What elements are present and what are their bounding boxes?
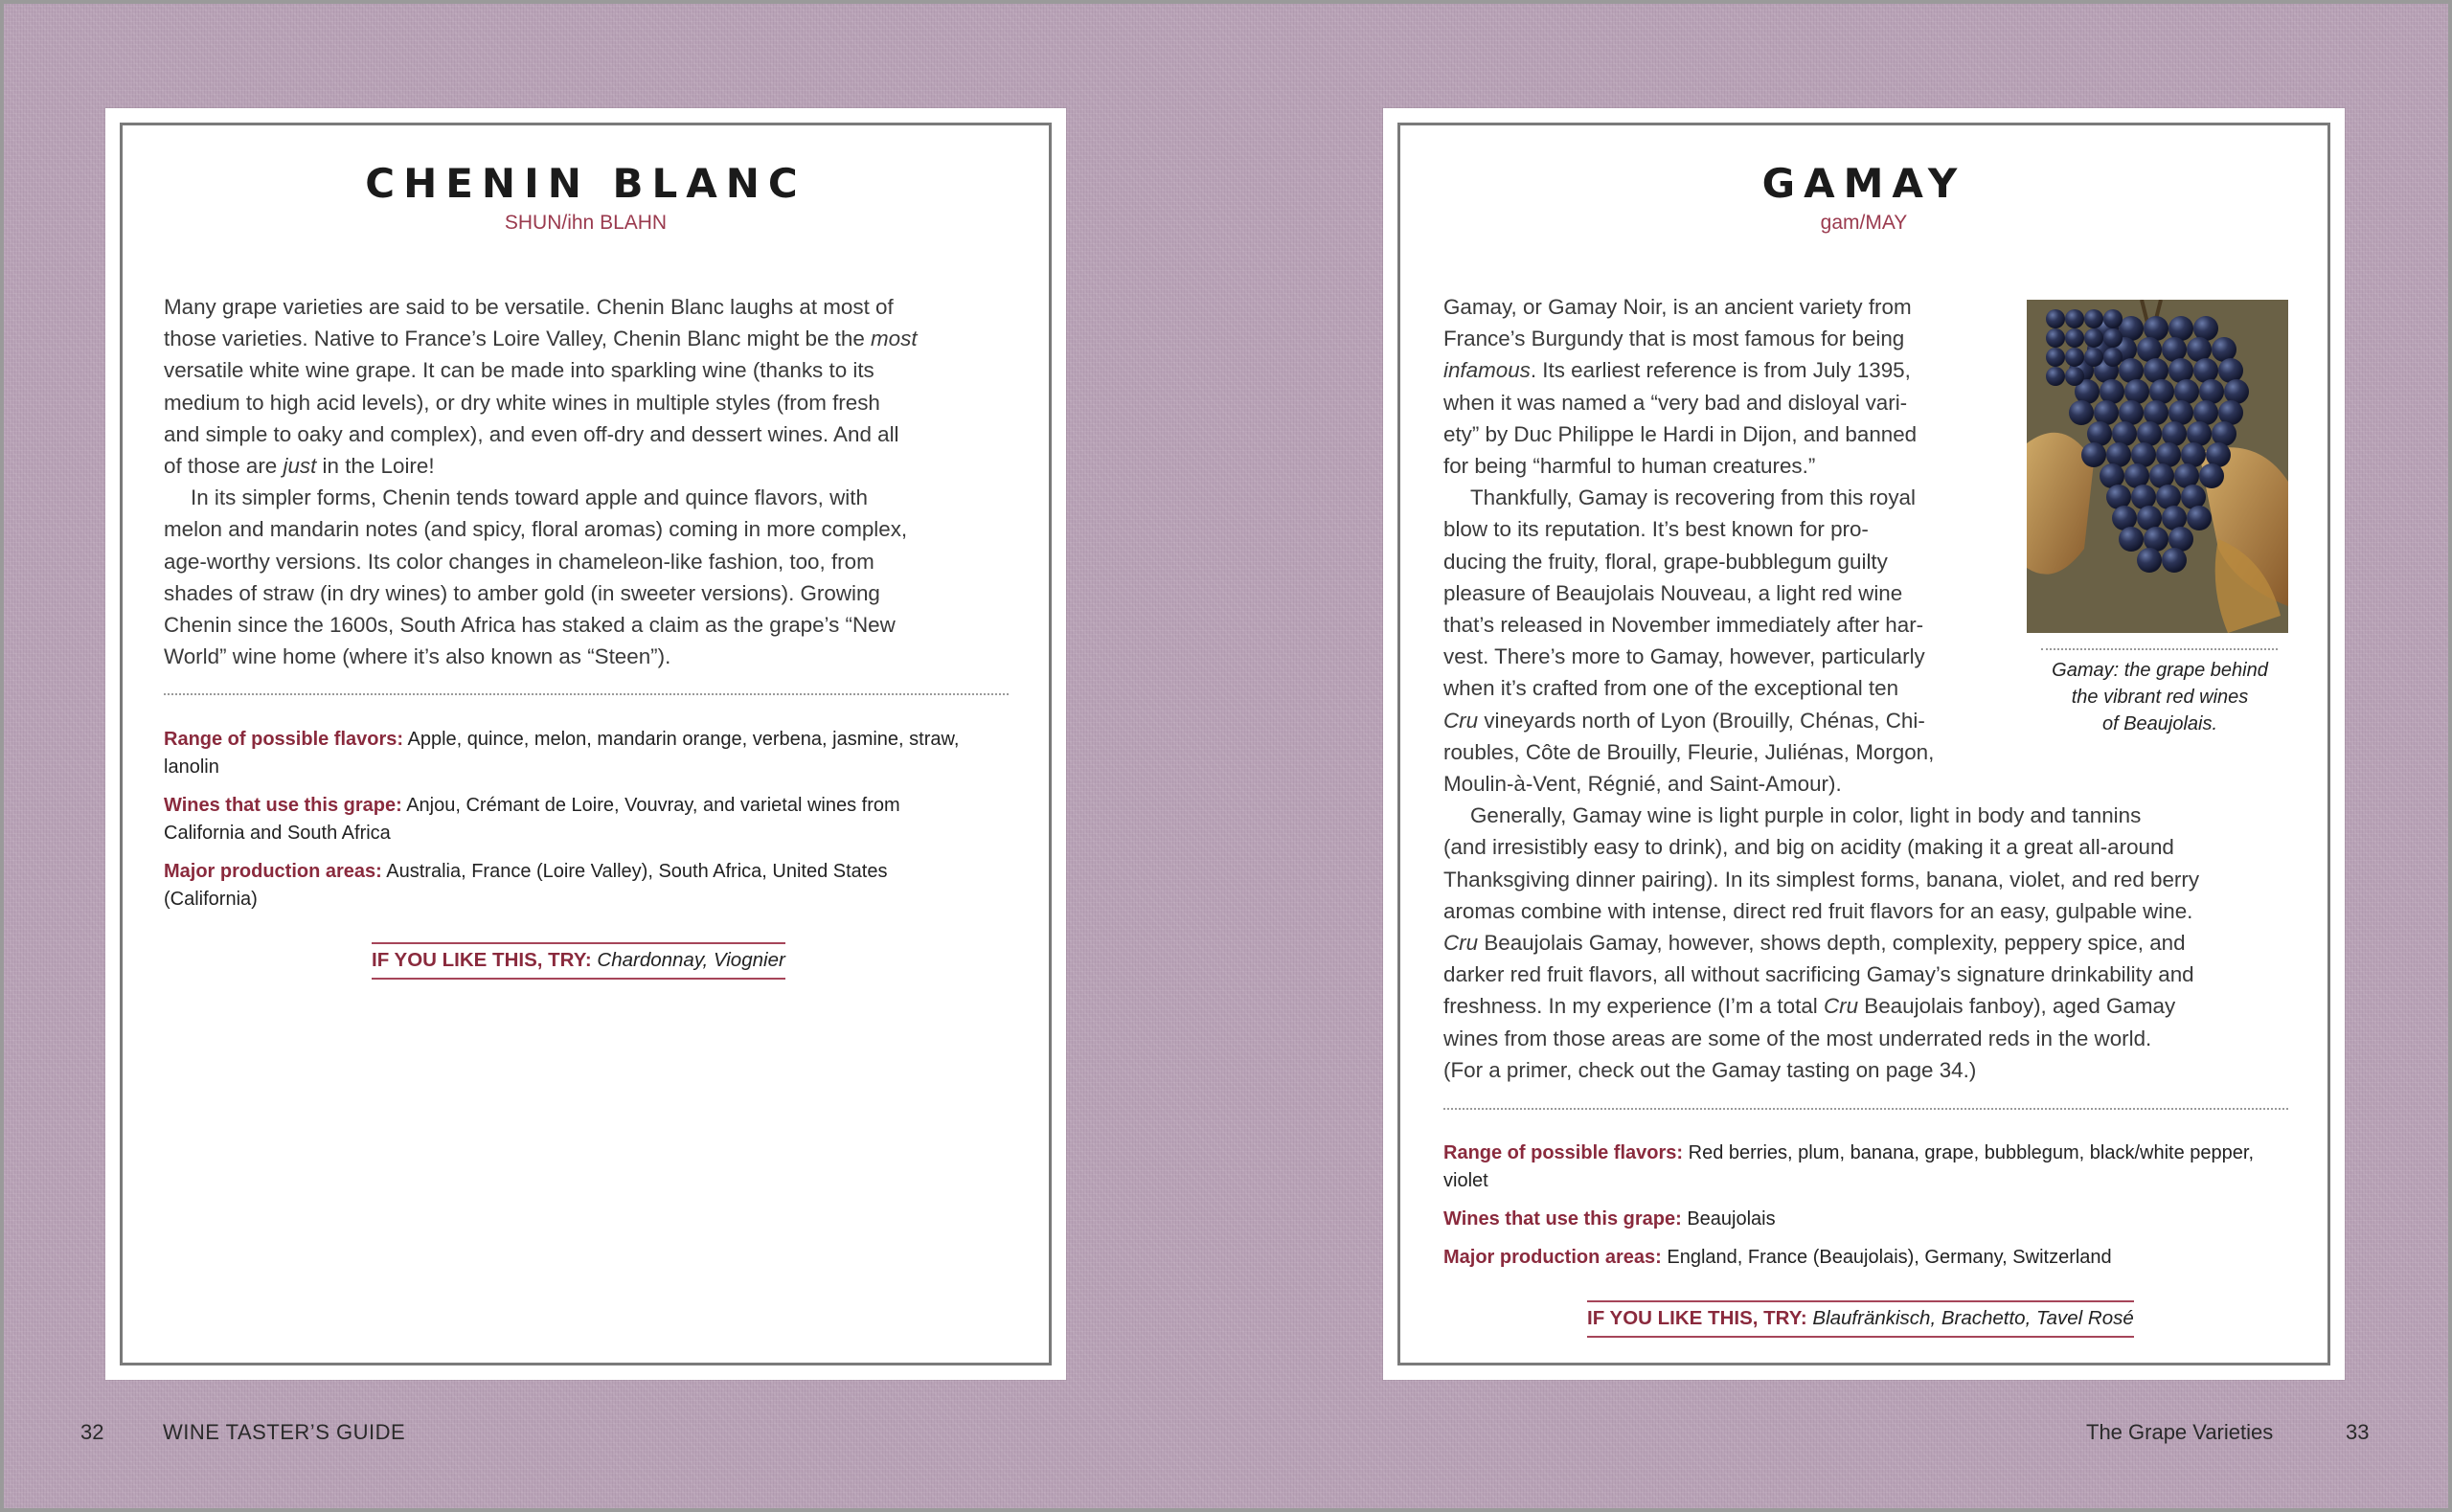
page-title-gamay: GAMAY	[1761, 160, 1966, 207]
grape-facts-chenin-blanc	[164, 726, 978, 924]
grape-berry	[2119, 358, 2144, 383]
body-line: Gamay, or Gamay Noir, is an ancient variety from	[1443, 295, 1912, 319]
grape-berry	[2162, 548, 2187, 573]
body-line: of those are just in the Loire!	[164, 454, 435, 479]
grape-berry	[2112, 421, 2137, 446]
grape-berry	[2168, 316, 2193, 341]
grape-berry	[2046, 367, 2065, 386]
body-line: Many grape varieties are said to be versatile. Chenin Blanc laughs at most of	[164, 295, 894, 319]
body-line: those varieties. Native to France’s Loire Valley, Chenin Blanc might be the most	[164, 327, 918, 351]
grape-berry	[2131, 485, 2156, 509]
body-line: shades of straw (in dry wines) to amber gold (in sweeter versions). Growing	[164, 580, 880, 605]
grape-berry	[2174, 379, 2199, 404]
grape-berry	[2162, 337, 2187, 362]
flavors-value: Red berries, plum, banana, grape, bubblegum, black/white pepper, violet	[1443, 1142, 2254, 1191]
grape-berry	[2149, 379, 2174, 404]
grape-berry	[2124, 379, 2149, 404]
section-divider	[164, 693, 1009, 695]
pronunciation-chenin-blanc: SHUN/ihn BLAHN	[504, 212, 668, 234]
grape-berry	[2103, 348, 2123, 367]
grape-berry	[2187, 506, 2212, 530]
body-line: age-worthy versions. Its color changes in chameleon-like fashion, too, from	[164, 549, 874, 574]
body-line: ety” by Duc Philippe le Hardi in Dijon, and banned	[1443, 421, 1918, 446]
body-line: Moulin-à-Vent, Régnié, and Saint-Amour).	[1443, 772, 1842, 797]
body-line: (and irresistibly easy to drink), and big on acidity (making it a great all-around	[1443, 835, 2174, 860]
grape-berry	[2137, 421, 2162, 446]
try-also-gamay	[1587, 1300, 2134, 1338]
emphasis: Cru	[1823, 994, 1859, 1019]
emphasis: just	[283, 454, 317, 479]
grape-berry	[2144, 316, 2168, 341]
grape-berry	[2069, 400, 2094, 425]
try-also-chenin-blanc	[372, 942, 785, 980]
grape-berry	[2100, 463, 2124, 488]
try-label: IF YOU LIKE THIS, TRY:	[372, 949, 592, 971]
body-line: Cru Beaujolais Gamay, however, shows depth, complexity, peppery spice, and	[1443, 931, 2186, 956]
grape-berry	[2181, 485, 2206, 509]
emphasis: most	[871, 327, 918, 351]
grape-berry	[2046, 328, 2065, 348]
areas-row	[1443, 1244, 2267, 1272]
grape-berry	[2212, 337, 2236, 362]
caption-line: Gamay: the grape behind	[2052, 660, 2268, 681]
grape-berry	[2106, 442, 2131, 467]
grape-berry	[2046, 348, 2065, 367]
grape-berry	[2103, 309, 2123, 328]
grape-berry	[2187, 421, 2212, 446]
grape-berry	[2046, 309, 2065, 328]
flavors-label: Range of possible flavors:	[1443, 1142, 1684, 1163]
grape-berry	[2112, 506, 2137, 530]
grape-facts-gamay	[1443, 1140, 2267, 1282]
body-line: freshness. In my experience (I’m a total Cru Beaujolais fanboy), aged Gamay	[1443, 994, 2176, 1019]
body-line: when it’s crafted from one of the exceptional ten	[1443, 676, 1899, 701]
emphasis: infamous	[1443, 358, 1531, 383]
body-text-chenin-blanc	[164, 291, 1016, 672]
grape-berry	[2137, 337, 2162, 362]
areas-label: Major production areas:	[1443, 1247, 1662, 1268]
body-line: vest. There’s more to Gamay, however, particularly	[1443, 644, 1925, 669]
body-line: France’s Burgundy that is most famous for being	[1443, 327, 1905, 351]
flavors-row	[164, 726, 978, 781]
grape-berry	[2187, 337, 2212, 362]
body-line: darker red fruit flavors, all without sacrificing Gamay’s signature drinkability and	[1443, 962, 2194, 987]
grape-berry	[2168, 400, 2193, 425]
grape-berry	[2065, 348, 2084, 367]
body-line: roubles, Côte de Brouilly, Fleurie, Juliénas, Morgon,	[1443, 739, 1935, 764]
body-line: World” wine home (where it’s also known as “Steen”).	[164, 644, 671, 669]
grape-berry	[2084, 309, 2103, 328]
grape-berry	[2137, 506, 2162, 530]
page-number-left: 32	[80, 1420, 104, 1444]
wines-label: Wines that use this grape:	[1443, 1208, 1682, 1230]
grape-berry	[2100, 379, 2124, 404]
grape-berry	[2094, 400, 2119, 425]
grape-berry	[2119, 527, 2144, 552]
grape-cluster-illustration	[2027, 300, 2288, 633]
grape-berry	[2084, 328, 2103, 348]
body-line: pleasure of Beaujolais Nouveau, a light red wine	[1443, 580, 1903, 605]
emphasis: Cru	[1443, 708, 1479, 733]
body-line: versatile white wine grape. It can be made into sparkling wine (thanks to its	[164, 358, 874, 383]
grape-berry	[2156, 485, 2181, 509]
page-number-right: 33	[2346, 1420, 2370, 1444]
body-line: ducing the fruity, floral, grape-bubblegum guilty	[1443, 549, 1888, 574]
grape-berry	[2065, 328, 2084, 348]
running-head-right: The Grape Varieties	[2086, 1420, 2274, 1444]
grape-berry	[2193, 316, 2218, 341]
photo-caption	[2027, 657, 2293, 737]
grape-berry	[2144, 400, 2168, 425]
section-divider	[1443, 1108, 2288, 1110]
grape-berry	[2206, 442, 2231, 467]
body-line: medium to high acid levels), or dry white wines in multiple styles (from fresh	[164, 390, 880, 415]
body-line: Cru vineyards north of Lyon (Brouilly, Chénas, Chi-	[1443, 708, 1925, 733]
body-line: Chenin since the 1600s, South Africa has staked a claim as the grape’s “New	[164, 613, 896, 638]
grape-berry	[2199, 379, 2224, 404]
grape-berry	[2199, 463, 2224, 488]
grape-berry	[2174, 463, 2199, 488]
grape-berry	[2218, 400, 2243, 425]
grape-berry	[2065, 309, 2084, 328]
flavors-label: Range of possible flavors:	[164, 729, 404, 750]
body-line: Generally, Gamay wine is light purple in color, light in body and tannins	[1470, 803, 2142, 828]
wines-value: Anjou, Crémant de Loire, Vouvray, and varietal wines from California and South Africa	[164, 795, 900, 844]
grape-berry	[2144, 358, 2168, 383]
body-line: aromas combine with intense, direct red fruit flavors for an easy, gulpable wine.	[1443, 898, 2193, 923]
wines-row	[164, 792, 978, 847]
pronunciation-gamay: gam/MAY	[1820, 212, 1908, 234]
grape-berry	[2084, 348, 2103, 367]
body-line: and simple to oaky and complex), and even off-dry and dessert wines. And all	[164, 421, 899, 446]
page-title-chenin-blanc: CHENIN BLANC	[365, 160, 806, 207]
caption-divider	[2041, 648, 2278, 650]
areas-row	[164, 858, 892, 914]
wines-label: Wines that use this grape:	[164, 795, 402, 816]
grape-berry	[2193, 358, 2218, 383]
grape-berry	[2168, 358, 2193, 383]
body-line: (For a primer, check out the Gamay tasting on page 34.)	[1443, 1057, 1977, 1082]
grape-berry	[2106, 485, 2131, 509]
grape-berry	[2137, 548, 2162, 573]
body-line: melon and mandarin notes (and spicy, floral aromas) coming in more complex,	[164, 517, 908, 542]
gamay-grape-photo	[2027, 300, 2288, 633]
body-line: Thanksgiving dinner pairing). In its simplest forms, banana, violet, and red berry	[1443, 867, 2200, 891]
flavors-row	[1443, 1140, 2267, 1195]
grape-berry	[2131, 442, 2156, 467]
caption-line: the vibrant red wines	[2071, 687, 2249, 708]
grape-berry	[2224, 379, 2249, 404]
grape-berry	[2156, 442, 2181, 467]
grape-berry	[2124, 463, 2149, 488]
wines-value: Beaujolais	[1687, 1208, 1776, 1230]
areas-value: Australia, France (Loire Valley), South Africa, United States (California)	[164, 861, 888, 910]
emphasis: Cru	[1443, 931, 1479, 956]
grape-berry	[2168, 527, 2193, 552]
body-line: In its simpler forms, Chenin tends toward apple and quince flavors, with	[191, 485, 868, 510]
grape-berry	[2087, 421, 2112, 446]
body-line: Thankfully, Gamay is recovering from this royal	[1470, 485, 1916, 510]
grape-berry	[2149, 463, 2174, 488]
body-line: wines from those areas are some of the most underrated reds in the world.	[1443, 1026, 2152, 1050]
areas-label: Major production areas:	[164, 861, 382, 882]
try-value: Blaufränkisch, Brachetto, Tavel Rosé	[1812, 1307, 2134, 1329]
grape-berry	[2081, 442, 2106, 467]
running-head-left: WINE TASTER’S GUIDE	[163, 1420, 406, 1444]
body-line: blow to its reputation. It’s best known for pro-	[1443, 517, 1869, 542]
wines-row	[1443, 1206, 2267, 1233]
body-line: that’s released in November immediately after har-	[1443, 613, 1924, 638]
body-line: infamous. Its earliest reference is from July 1395,	[1443, 358, 1911, 383]
try-label: IF YOU LIKE THIS, TRY:	[1587, 1307, 1807, 1329]
grape-berry	[2212, 421, 2236, 446]
grape-berry	[2162, 506, 2187, 530]
grape-berry	[2144, 527, 2168, 552]
grape-berry	[2119, 400, 2144, 425]
caption-line: of Beaujolais.	[2101, 713, 2218, 734]
grape-berry	[2193, 400, 2218, 425]
flavors-value: Apple, quince, melon, mandarin orange, verbena, jasmine, straw, lanolin	[164, 729, 960, 778]
grape-berry	[2065, 367, 2084, 386]
body-line: for being “harmful to human creatures.”	[1443, 454, 1816, 479]
try-value: Chardonnay, Viognier	[597, 949, 785, 971]
grape-berry	[2162, 421, 2187, 446]
grape-berry	[2103, 328, 2123, 348]
areas-value: England, France (Beaujolais), Germany, Switzerland	[1667, 1247, 2112, 1268]
grape-berry	[2181, 442, 2206, 467]
grape-berry	[2218, 358, 2243, 383]
body-line: when it was named a “very bad and disloyal vari-	[1443, 390, 1908, 415]
